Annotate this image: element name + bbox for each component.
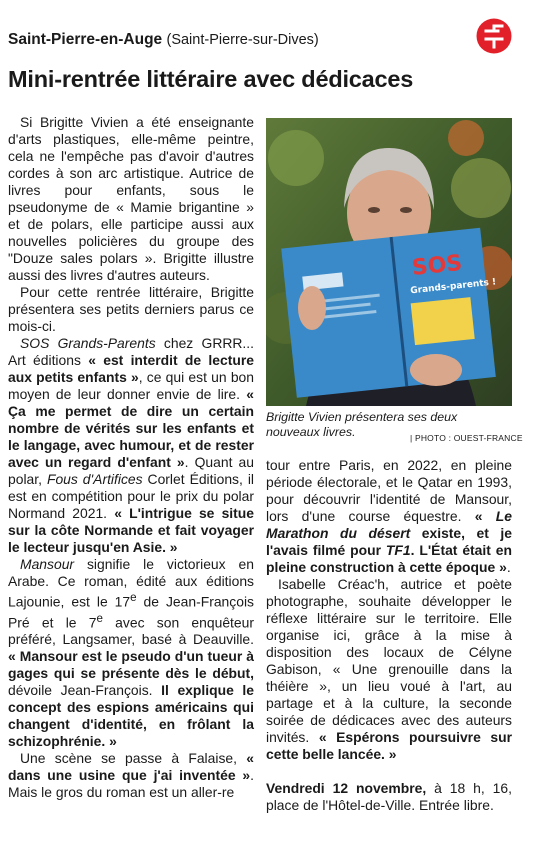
article-column-2 xyxy=(266,457,512,814)
paragraph-4: Mansour signifie le victorieux en Arabe. Ce roman, édité aux éditions Lajounie, est le 17e de Jean-François Pré et le 7e avec son enquêteur préféré, Langsamer, basé à Deauville. « Mansour est le pseudo d'un tueur à gages qui se présente dès le début, dévoile Jean-François. Il explique le concept des espions américains qui changent d'identité, en frôlant la schizophrénie. » xyxy=(8,556,255,750)
article-column-1 xyxy=(8,114,254,801)
place-subname: (Saint-Pierre-sur-Dives) xyxy=(166,32,319,48)
paragraph-1: Si Brigitte Vivien a été enseignante d'arts plastiques, elle-même peintre, cela ne l'empêche pas d'avoir d'autres cordes à son arc artistique. Autrice de livres pour enfants, sous le pseudonyme de « Mamie brigantine » et de polars, elle participe aussi aux nouvelles policières du groupe des "Douze sales polars ». Brigitte illustre aussi des livres d'autres auteurs. xyxy=(8,114,254,283)
book-cover-subtitle: Grands-parents ! xyxy=(409,277,497,297)
paragraph-3: SOS Grands-Parents chez GRRR... Art éditions « est interdit de lecture aux petits enfants », ce qui est un bon moyen de leur donner envie de lire. « Ça me permet de dire un certain nombre de vérités sur les enfants et le langage, avec humour, et de rester avec un regard d'enfant ». Quant au polar, Fous d'Artifices Corlet Éditions, il est en compétition pour le prix du polar Normand 2021. « L'intrigue se situe sur la côte Normande et fait voyager le lecteur jusqu'en Asie. » xyxy=(8,335,254,555)
event-info: Vendredi 12 novembre, à 18 h, 16, place de l'Hôtel-de-Ville. Entrée libre. xyxy=(266,780,512,813)
author-photo xyxy=(266,118,512,406)
photo-caption-text: Brigitte Vivien présentera ses deux nouveaux livres. xyxy=(266,410,458,439)
paragraph-6: tour entre Paris, en 2022, en pleine période électorale, et le Qatar en 1993, pour découvrir l'identité de Mansour, lors d'une course équestre. « Le Marathon du désert existe, et je l'avais filmé pour TF1. L'État était en pleine construction à cette époque ». xyxy=(266,457,512,575)
photo-credit: | PHOTO : OUEST-FRANCE xyxy=(410,433,523,443)
ouest-france-logo-icon xyxy=(476,18,512,54)
author-photo-illustration xyxy=(266,118,512,406)
book-cover-title: SOS xyxy=(410,250,464,281)
article-title: Mini-rentrée littéraire avec dédicaces xyxy=(8,66,414,92)
paragraph-2: Pour cette rentrée littéraire, Brigitte présentera ses petits derniers parus ce mois-ci. xyxy=(8,284,254,334)
section-header xyxy=(8,31,478,49)
paragraph-5: Une scène se passe à Falaise, « dans une usine que j'ai inventée ». Mais le gros du roman est un aller-re xyxy=(8,750,254,801)
paragraph-7: Isabelle Créac'h, autrice et poète photographe, souhaite développer le réflexe littéraire sur le territoire. Elle organise ici, grâce à la mise à disposition des locaux de Célyne Gabison, « Une grenouille dans la théière », un lieu voué à l'art, au partage et à la culture, la seconde soirée de dédicaces avec des auteurs invités. « Espérons poursuivre sur cette belle lancée. » xyxy=(266,576,513,762)
place-name: Saint-Pierre-en-Auge xyxy=(8,31,163,48)
